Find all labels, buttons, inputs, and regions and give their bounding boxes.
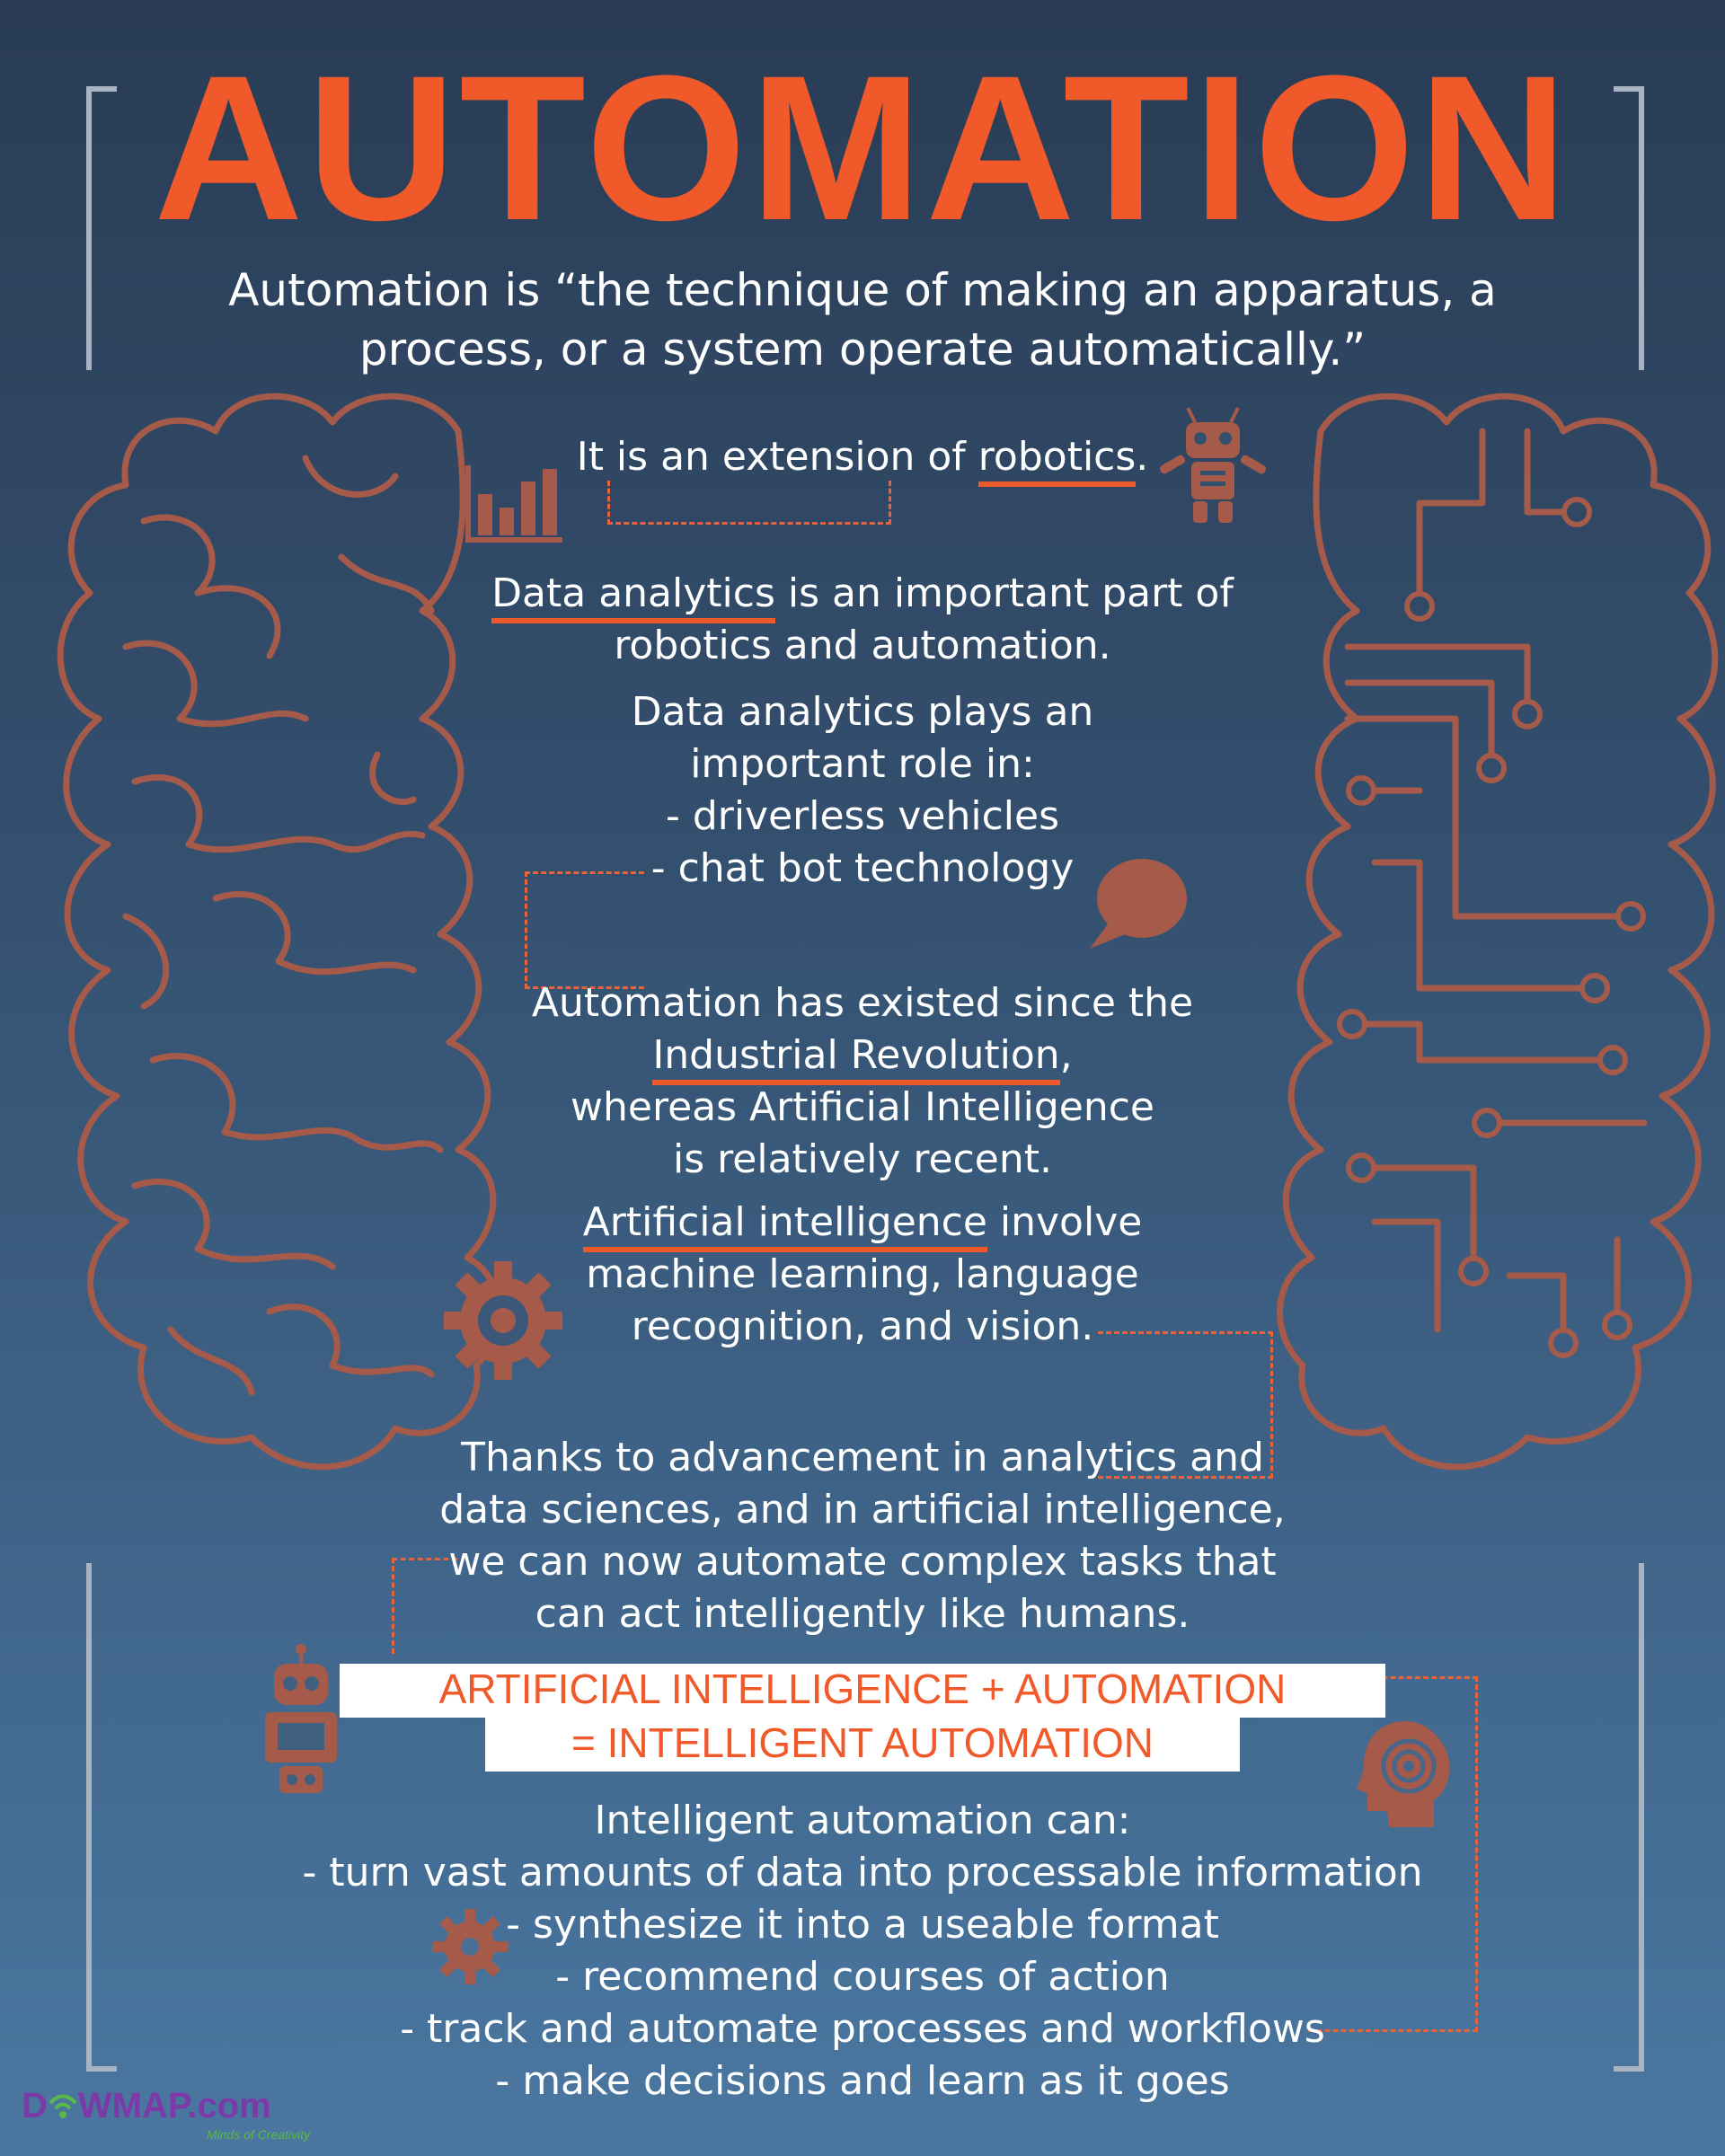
history-text [458, 977, 1267, 1186]
equation-banner-line-1: ARTIFICIAL INTELLIGENCE + AUTOMATION [340, 1664, 1385, 1718]
equation-banner-line-2: = INTELLIGENT AUTOMATION [485, 1718, 1240, 1772]
definition [144, 261, 1581, 379]
thanks-line-1: Thanks to advancement in analytics and [461, 1435, 1264, 1480]
bracket-bottom-left [86, 1563, 117, 2072]
definition-line-1: Automation is “the technique of making an apparatus, a [228, 264, 1497, 316]
robotics-highlight: robotics [978, 434, 1136, 487]
wifi-icon [48, 2092, 78, 2119]
definition-line-2: process, or a system operate automatically.” [358, 323, 1367, 376]
data-analytics-line-2: robotics and automation. [614, 623, 1111, 668]
ai-highlight: Artificial intelligence [583, 1199, 987, 1252]
ai-rest: involve [986, 1199, 1143, 1245]
role-item-2: - chat bot technology [650, 845, 1075, 891]
role-item-1: - driverless vehicles [665, 793, 1060, 839]
capability-item: - make decisions and learn as it goes [495, 2058, 1230, 2104]
logo-part-1: D [22, 2086, 48, 2125]
capability-item: - synthesize it into a useable format [506, 1902, 1219, 1948]
robotics-prefix: It is an extension of [576, 434, 978, 480]
page-title: AUTOMATION [154, 32, 1571, 263]
thanks-line-3: we can now automate complex tasks that [448, 1539, 1277, 1585]
capability-item: - track and automate processes and workflows [400, 2006, 1325, 2052]
role-line-1: Data analytics plays an [631, 689, 1094, 735]
capability-item: - turn vast amounts of data into processable information [302, 1850, 1423, 1895]
robotics-text [503, 431, 1222, 483]
thanks-text [368, 1432, 1357, 1640]
history-line-1: Automation has existed since the [531, 980, 1194, 1026]
capabilities-heading: Intelligent automation can: [594, 1798, 1131, 1843]
role-text [503, 686, 1222, 895]
capabilities-text [279, 1795, 1446, 2107]
robotics-suffix: . [1136, 434, 1149, 480]
history-suffix: , [1059, 1032, 1073, 1078]
thanks-line-4: can act intelligently like humans. [535, 1591, 1190, 1637]
logo-tagline: Minds of Creativity [207, 2127, 311, 2142]
data-analytics-rest: is an important part of [774, 570, 1234, 616]
history-highlight: Industrial Revolution [652, 1032, 1059, 1085]
bracket-bottom-right [1614, 1563, 1644, 2072]
thanks-line-2: data sciences, and in artificial intelligence, [439, 1487, 1286, 1533]
role-line-2: important role in: [690, 741, 1035, 787]
logo-part-2: WMAP.com [77, 2086, 271, 2125]
history-line-4: is relatively recent. [673, 1136, 1052, 1182]
ai-line-2: machine learning, language [586, 1251, 1139, 1297]
data-analytics-highlight: Data analytics [491, 570, 775, 623]
capability-item: - recommend courses of action [555, 1954, 1170, 2000]
circuit-brain-icon [1240, 377, 1725, 1545]
ai-line-3: recognition, and vision. [631, 1303, 1094, 1349]
logo [22, 2086, 271, 2126]
data-analytics-text [413, 568, 1312, 672]
history-line-3: whereas Artificial Intelligence [571, 1084, 1154, 1130]
ai-text [503, 1197, 1222, 1353]
robot-small-icon [256, 1644, 346, 1806]
connector-robotics [607, 481, 891, 525]
